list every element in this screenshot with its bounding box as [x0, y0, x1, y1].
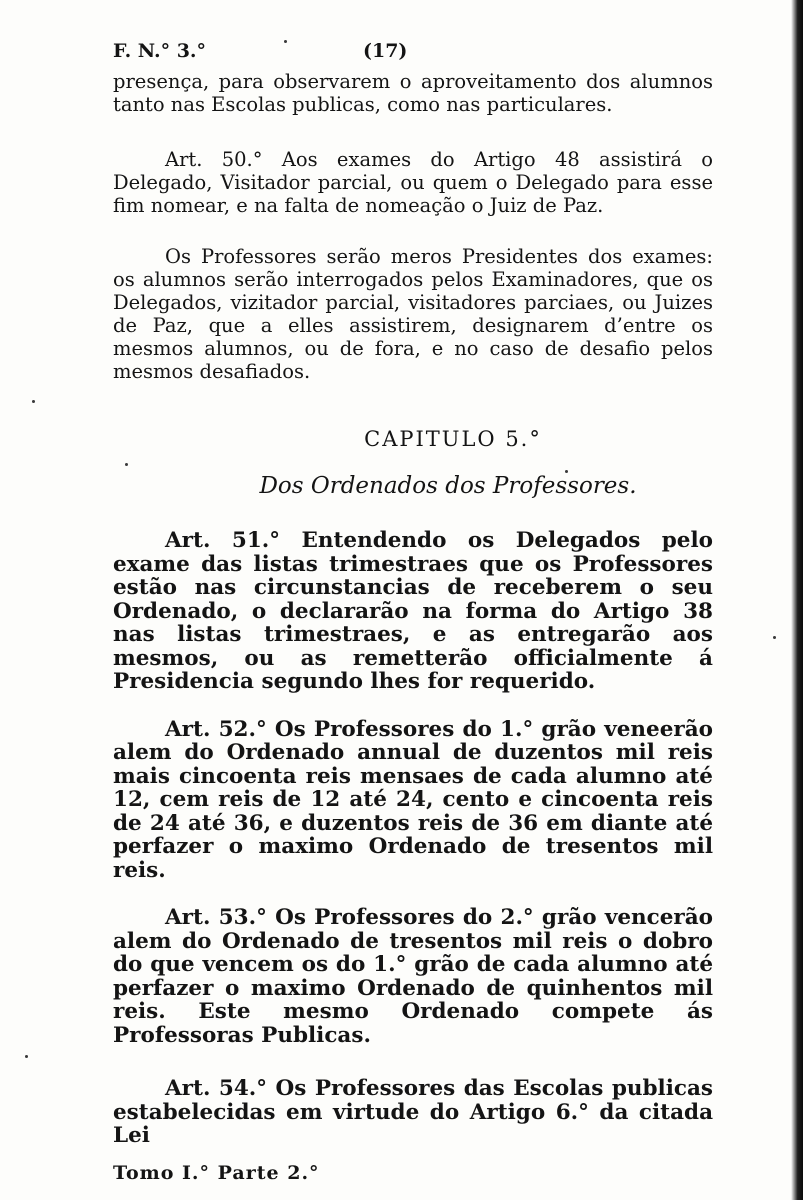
- chapter-subtitle: Dos Ordenados dos Professores.: [259, 473, 637, 499]
- page-footer: Tomo I.° Parte 2.°: [113, 1161, 320, 1184]
- paragraph-art-51: Art. 51.° Entendendo os Delegados pelo exame das listas trimestraes que os Professores estão nas circunstancias de receberem o seu Ordenado, o declararão na forma do Artigo 38 nas listas trimestraes, e as entregarão aos mesmos, ou as remetterão officialmente á Presidencia segundo lhes for requerido.: [113, 528, 713, 694]
- signature-mark: F. N.° 3.°: [113, 40, 207, 62]
- page-edge-shadow: [791, 0, 803, 1200]
- paragraph-art-52: Art. 52.° Os Professores do 1.° grão veneerão alem do Ordenado annual de duzentos mil reis mais cincoenta reis mensaes de cada alumno até 12, cem reis de 12 até 24, cento e cincoenta reis de 24 até 36, e duzentos reis de 36 em diante até perfazer o maximo Ordenado de tresentos mil reis.: [113, 716, 713, 883]
- paragraph-continuation: presença, para observarem o aproveitamento dos alumnos tanto nas Escolas publicas, como nas particulares.: [113, 70, 713, 116]
- page-header: [113, 30, 713, 60]
- page-number: (17): [363, 40, 408, 62]
- ink-speck: [565, 470, 568, 473]
- ink-speck: [284, 40, 287, 43]
- ink-speck: [32, 400, 35, 403]
- chapter-heading: CAPITULO 5.°: [364, 427, 542, 451]
- paragraph-art-54: Art. 54.° Os Professores das Escolas publicas estabelecidas em virtude do Artigo 6.° da citada Lei: [113, 1076, 713, 1148]
- ink-speck: [125, 463, 128, 466]
- paragraph-exams: Os Professores serão meros Presidentes dos exames: os alumnos serão interrogados pelos Examinadores, que os Delegados, vizitador parcial, visitadores parciaes, ou Juizes de Paz, que a elles assistirem, designarem d’entre os mesmos alumnos, ou de fora, e no caso de desafio pelos mesmos desafiados.: [113, 245, 713, 383]
- ink-speck: [25, 1055, 28, 1058]
- paragraph-art-50: Art. 50.° Aos exames do Artigo 48 assistirá o Delegado, Visitador parcial, ou quem o Delegado para esse fim nomear, e na falta de nomeação o Juiz de Paz.: [113, 148, 713, 217]
- paragraph-art-53: Art. 53.° Os Professores do 2.° grão vencerão alem do Ordenado de tresentos mil reis o dobro do que vencem os do 1.° grão de cada alumno até perfazer o maximo Ordenado de quinhentos mil reis. Este mesmo Ordenado compete ás Professoras Publicas.: [113, 905, 713, 1048]
- text-column: [113, 30, 713, 1184]
- ink-speck: [773, 636, 776, 639]
